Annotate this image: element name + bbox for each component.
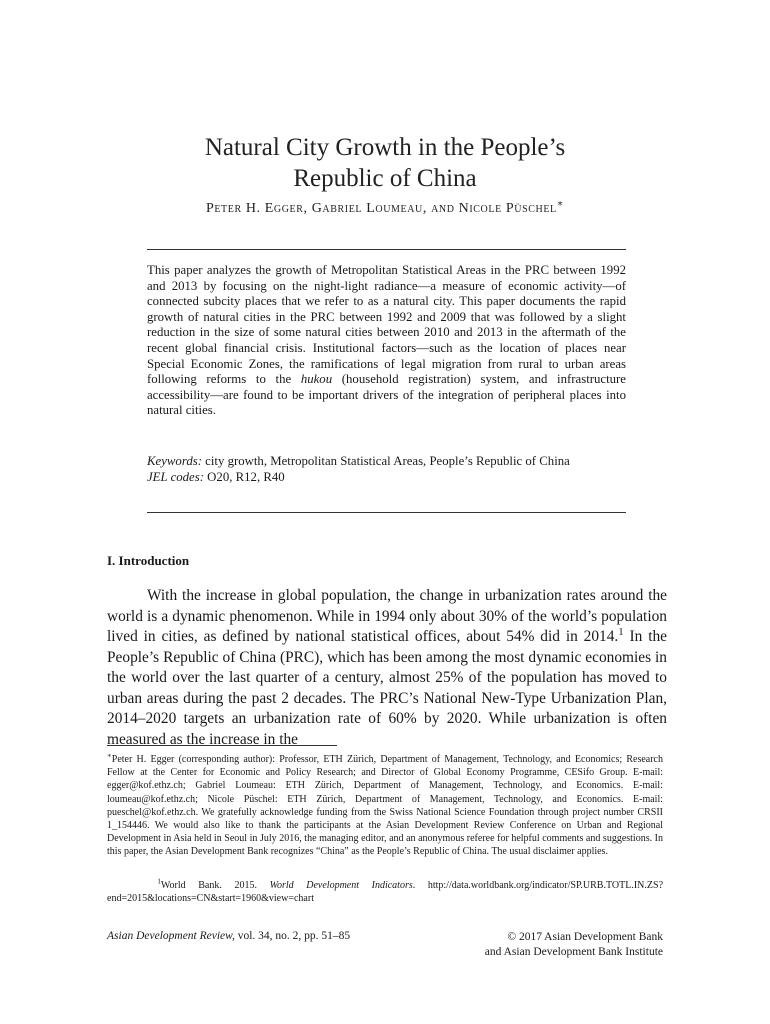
footnote-1-url: . http://data.worldbank.org/indicator/SP.URB.TOTL.IN.ZS?end=2015&locations=CN&start=1960&view=chart	[107, 880, 664, 905]
keywords-text: city growth, Metropolitan Statistical Areas, People’s Republic of China	[201, 454, 570, 468]
authors-text: Peter H. Egger, Gabriel Loumeau, and Nicole Püschel	[205, 201, 557, 216]
copyright-line-2: and Asian Development Bank Institute	[484, 946, 663, 958]
intro-text-end: In the People’s Republic of China (PRC), which has been among the most dynamic economies in the world over the last quarter of a century, almost 25% of the population has moved to urban areas during the past 2 decades. The PRC’s National New-Type Urbanization Plan, 2014–2020 targets an urbanization rate of 60% by 2020. While urbanization is often measured as the increase in the	[107, 628, 667, 748]
footnote-1-text-start: World Bank. 2015.	[160, 880, 270, 891]
title-line-2: Republic of China	[293, 165, 477, 192]
footnote-rule	[107, 745, 337, 746]
journal-citation	[107, 930, 350, 942]
keywords-line	[147, 454, 626, 470]
abstract-bottom-rule	[147, 512, 626, 513]
abstract-top-rule	[147, 249, 626, 250]
journal-volume: vol. 34, no. 2, pp. 51–85	[234, 930, 351, 942]
jel-line	[147, 470, 626, 486]
abstract-hukou-term: hukou	[300, 372, 333, 387]
jel-text: O20, R12, R40	[203, 469, 285, 484]
jel-label: JEL codes:	[147, 469, 204, 484]
abstract-text-end: (household registration) system, and infrastructure accessibility—are found to be important drivers of the integration of peripheral places into natural cities.	[147, 372, 626, 418]
footnote-1-mark: 1	[157, 877, 161, 886]
abstract	[147, 263, 626, 419]
footnote-author-text: Peter H. Egger (corresponding author): Professor, ETH Zürich, Department of Management, Technology, and Economics; Research Fellow at the Center for Economic and Policy Research; and Director of Global Economy Programme, CESifo Group. E-mail: egger@kof.ethz.ch; Gabriel Loumeau: ETH Zürich, Department of Management, Technology, and Economics. E-mail: loumeau@kof.ethz.ch; Nicole Püschel: ETH Zürich, Department of Management, Technology, and Economics. E-mail: pueschel@kof.ethz.ch. We gratefully acknowledge funding from the Swiss National Science Foundation through project number CRSII 1_154446. We would also like to thank the participants at the Asian Development Review Conference on Urban and Regional Development in Asia held in Seoul in July 2016, the managing editor, and an anonymous referee for helpful comments and suggestions. In this paper, the Asian Development Bank recognizes “China” as the People’s Republic of China. The usual disclaimer applies.	[107, 754, 663, 858]
keywords-label: Keywords:	[147, 454, 202, 468]
title-line-1: Natural City Growth in the People’s	[204, 134, 566, 161]
paper-title	[0, 132, 770, 194]
footnote-ref-1: 1	[618, 625, 624, 638]
footnote-1-title: World Development Indicators	[269, 880, 413, 891]
footnote-1	[107, 879, 663, 905]
intro-paragraph	[107, 586, 667, 750]
footnote-author	[107, 753, 663, 859]
keywords-block	[147, 454, 626, 485]
intro-text-start: With the increase in global population, the change in urbanization rates around the world is a dynamic phenomenon. While in 1994 only about 30% of the world’s population lived in cities, as defined by national statistical offices, about 54% did in 2014.	[107, 587, 667, 645]
author-list	[0, 198, 770, 217]
copyright-line-1: © 2017 Asian Development Bank	[507, 931, 663, 943]
journal-name: Asian Development Review,	[107, 930, 235, 942]
author-footnote-mark: ∗	[556, 198, 565, 210]
section-heading: I. Introduction	[107, 553, 190, 568]
abstract-text-start: This paper analyzes the growth of Metropolitan Statistical Areas in the PRC between 1992 and 2013 by focusing on the night-light radiance—a measure of economic activity—of connected subcity places that we refer to as a natural city. This paper documents the rapid growth of natural cities in the PRC between 1992 and 2009 that was followed by a slight reduction in the size of some natural cities between 2010 and 2013 in the aftermath of the recent global financial crisis. Institutional factors—such as the location of places near Special Economic Zones, the ramifications of legal migration from rural to urban areas following reforms to the	[147, 263, 626, 387]
footnote-author-mark: ∗	[107, 751, 112, 760]
copyright-notice	[485, 930, 663, 960]
